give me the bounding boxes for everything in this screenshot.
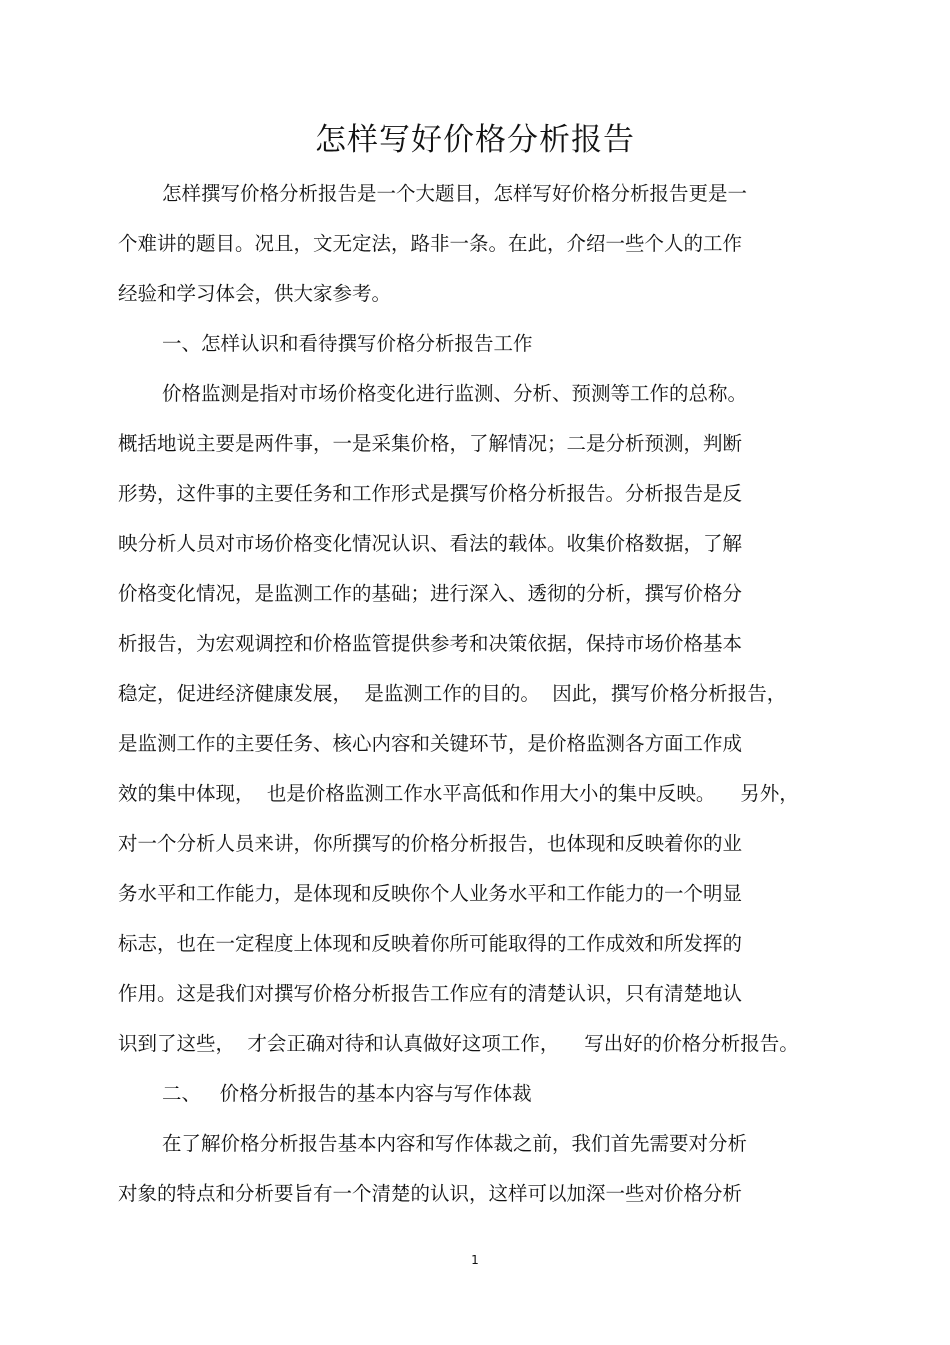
document-title: 怎样写好价格分析报告 [315,122,635,158]
section-heading: 一、怎样认识和看待撰写价格分析报告工作 [162,332,533,355]
paragraph-line: 析报告，为宏观调控和价格监管提供参考和决策依据，保持市场价格基本 [118,632,743,655]
paragraph-line: 作用。这是我们对撰写价格分析报告工作应有的清楚认识，只有清楚地认 [118,982,743,1005]
paragraph-line: 概括地说主要是两件事，一是采集价格，了解情况；二是分析预测，判断 [118,432,743,455]
paragraph-line: 是监测工作的主要任务、核心内容和关键环节，是价格监测各方面工作成 [118,732,743,755]
paragraph-line: 标志，也在一定程度上体现和反映着你所可能取得的工作成效和所发挥的 [118,932,743,955]
paragraph-line: 识到了这些， 才会正确对待和认真做好这项工作， 写出好的价格分析报告。 [118,1032,799,1055]
paragraph-line: 务水平和工作能力，是体现和反映你个人业务水平和工作能力的一个明显 [118,882,743,905]
paragraph-line: 对象的特点和分析要旨有一个清楚的认识，这样可以加深一些对价格分析 [118,1182,743,1205]
paragraph-line: 价格监测是指对市场价格变化进行监测、分析、预测等工作的总称。 [162,382,748,405]
paragraph-line: 价格变化情况，是监测工作的基础；进行深入、透彻的分析，撰写价格分 [118,582,743,605]
paragraph-line: 怎样撰写价格分析报告是一个大题目，怎样写好价格分析报告更是一 [162,182,748,205]
paragraph-line: 个难讲的题目。况且，文无定法，路非一条。在此，介绍一些个人的工作 [118,232,743,255]
paragraph-line: 在了解价格分析报告基本内容和写作体裁之前，我们首先需要对分析 [162,1132,748,1155]
paragraph-line: 稳定，促进经济健康发展， 是监测工作的目的。 因此，撰写价格分析报告， [118,682,787,705]
paragraph-line: 形势，这件事的主要任务和工作形式是撰写价格分析报告。分析报告是反 [118,482,743,505]
paragraph-line: 效的集中体现， 也是价格监测工作水平高低和作用大小的集中反映。 另外， [118,782,799,805]
paragraph-line: 经验和学习体会，供大家参考。 [118,282,392,305]
paragraph-line: 映分析人员对市场价格变化情况认识、看法的载体。收集价格数据，了解 [118,532,743,555]
page-number: 1 [471,1253,479,1267]
paragraph-line: 对一个分析人员来讲，你所撰写的价格分析报告，也体现和反映着你的业 [118,832,743,855]
section-heading: 二、 价格分析报告的基本内容与写作体裁 [162,1082,532,1105]
